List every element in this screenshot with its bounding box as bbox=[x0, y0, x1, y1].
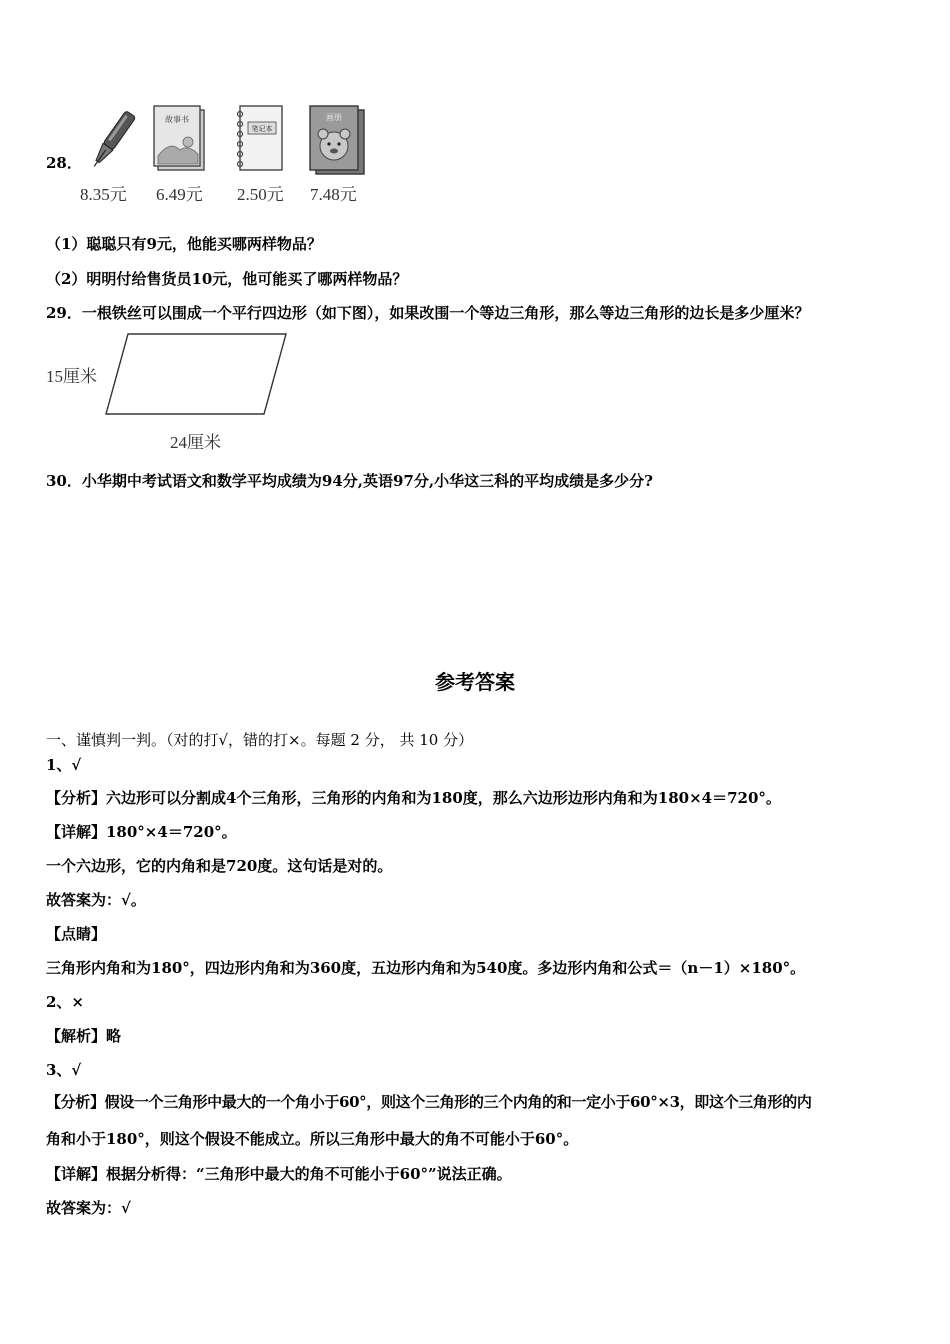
story-book-cover-text: 故事书 bbox=[165, 115, 189, 124]
answer-line: 2、× bbox=[46, 993, 85, 1011]
answer-line: 故答案为：√。 bbox=[46, 891, 146, 909]
answer-line: 1、√ bbox=[46, 756, 82, 774]
answer-line: 故答案为：√ bbox=[46, 1199, 131, 1217]
answer-line: 角和小于180°，则这个假设不能成立。所以三角形中最大的角不可能小于60°。 bbox=[46, 1130, 579, 1148]
price-picture-book: 7.48元 bbox=[310, 185, 357, 204]
picture-book-cover-text: 画册 bbox=[326, 113, 342, 122]
answer-line: 【点睛】 bbox=[46, 925, 107, 943]
answer-line: 三角形内角和为180°，四边形内角和为360度，五边形内角和为540度。多边形内角和公式＝（n－1）×180°。 bbox=[46, 959, 806, 977]
question-30: 30．小华期中考试语文和数学平均成绩为94分,英语97分,小华这三科的平均成绩是多少分? bbox=[46, 472, 653, 490]
answer-line: 一个六边形，它的内角和是720度。这句话是对的。 bbox=[46, 857, 393, 875]
answer-line: 【分析】假设一个三角形中最大的一个角小于60°，则这个三角形的三个内角的和一定小于60°×3，即这个三角形的内 bbox=[46, 1093, 812, 1111]
picture-book-icon bbox=[306, 104, 370, 178]
answer-line: 【分析】六边形可以分割成4个三角形，三角形的内角和为180度，那么六边形边形内角和为180×4＝720°。 bbox=[46, 789, 781, 807]
story-book-icon bbox=[150, 104, 212, 174]
parallelogram-figure bbox=[100, 330, 300, 422]
notebook-cover-text: 笔记本 bbox=[251, 125, 273, 133]
parallelogram-side-label: 15厘米 bbox=[46, 367, 97, 386]
question-28-number: 28． bbox=[46, 154, 82, 172]
q28-sub1: （1）聪聪只有9元，他能买哪两样物品？ bbox=[46, 235, 322, 253]
question-29: 29．一根铁丝可以围成一个平行四边形（如下图），如果改围一个等边三角形，那么等边三角形的边长是多少厘米？ bbox=[46, 304, 810, 322]
answer-line: 【详解】180°×4＝720°。 bbox=[46, 823, 237, 841]
q28-item-images bbox=[80, 102, 380, 206]
price-pen: 8.35元 bbox=[80, 185, 127, 204]
answer-line: 【解析】略 bbox=[46, 1027, 122, 1045]
answers-section-1-heading: 一、谨慎判一判。（对的打√，错的打×。每题 2 分， 共 10 分） bbox=[46, 731, 474, 749]
parallelogram-base-label: 24厘米 bbox=[170, 433, 221, 452]
answer-line: 3、√ bbox=[46, 1061, 82, 1079]
notebook-icon bbox=[232, 104, 288, 176]
price-story-book: 6.49元 bbox=[156, 185, 203, 204]
q28-sub2: （2）明明付给售货员10元，他可能买了哪两样物品？ bbox=[46, 270, 408, 288]
answer-line: 【详解】根据分析得：“三角形中最大的角不可能小于60°”说法正确。 bbox=[46, 1165, 512, 1183]
pen-icon bbox=[88, 106, 136, 176]
answers-title: 参考答案 bbox=[435, 670, 515, 694]
price-notebook: 2.50元 bbox=[237, 185, 284, 204]
